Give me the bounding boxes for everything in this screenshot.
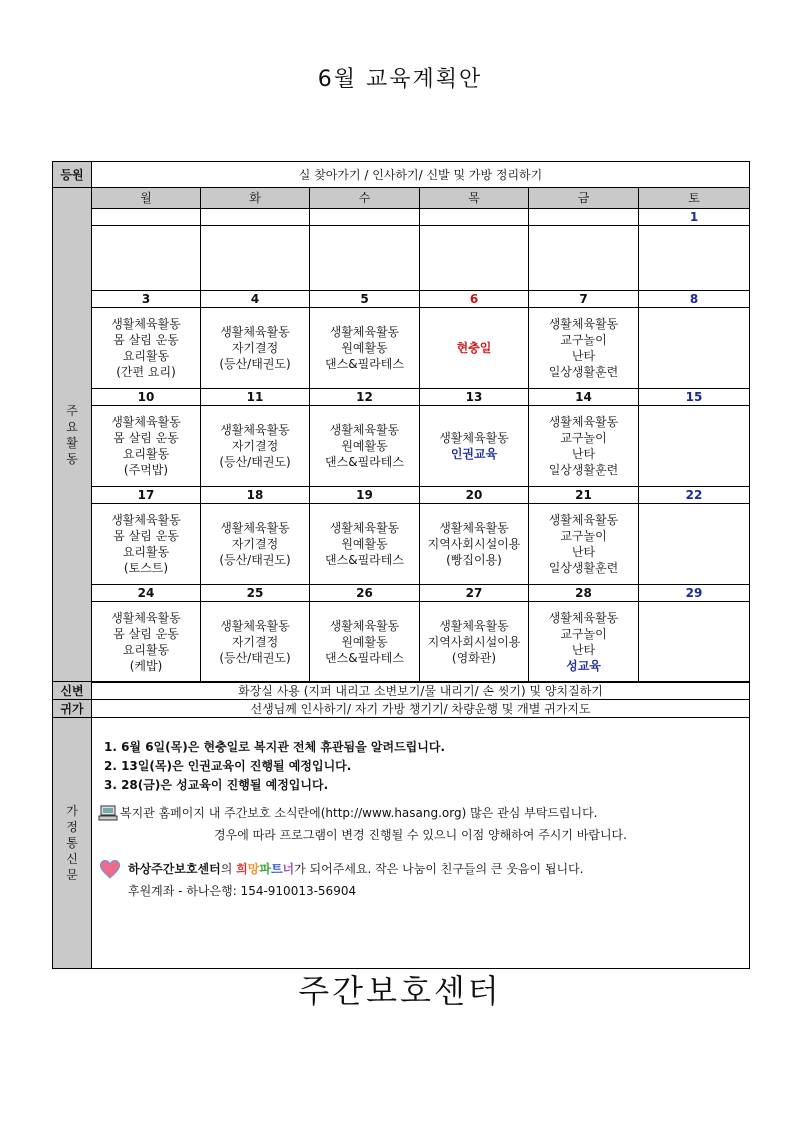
activity-cell xyxy=(92,308,201,389)
activity-line: 교구놀이 xyxy=(560,431,607,445)
activity-cell xyxy=(92,406,201,487)
activity-line: 난타 xyxy=(571,349,596,363)
activity-line: 생활체육활동 xyxy=(439,431,509,445)
activity-cell xyxy=(310,406,420,487)
activity-cell xyxy=(529,226,639,291)
side-char: 동 xyxy=(66,452,78,466)
activity-cell xyxy=(310,504,420,585)
activity-cell xyxy=(529,602,639,683)
activity-line: 생활체육활동 xyxy=(548,611,619,625)
date-cell: 13 xyxy=(420,389,529,406)
activity-line: (케밥) xyxy=(129,659,163,673)
date-cell: 15 xyxy=(639,389,750,406)
activity-line: 생활체육활동 xyxy=(220,521,290,535)
date-cell: 12 xyxy=(310,389,420,406)
side-char: 통 xyxy=(66,836,78,850)
day-header: 화 xyxy=(201,188,310,209)
activity-line: 댄스&필라테스 xyxy=(325,455,404,469)
date-cell: 7 xyxy=(529,291,639,308)
day-header: 월 xyxy=(92,188,201,209)
date-cell xyxy=(201,209,310,226)
activity-line: 난타 xyxy=(571,643,596,657)
education-plan-table xyxy=(52,161,750,683)
notice-list xyxy=(104,738,749,795)
date-cell: 5 xyxy=(310,291,420,308)
newsletter-body xyxy=(92,718,750,969)
activity-cell xyxy=(310,602,420,683)
activity-line: (등산/태권도) xyxy=(219,357,291,371)
day-header: 금 xyxy=(529,188,639,209)
date-cell: 11 xyxy=(201,389,310,406)
activity-line: (간편 요리) xyxy=(116,365,176,379)
activity-cell xyxy=(529,406,639,487)
activity-line: 요리활동 xyxy=(122,349,170,363)
activity-cell xyxy=(529,308,639,389)
activity-line: 자기결정 xyxy=(231,439,279,453)
hygiene-label: 신변 xyxy=(53,682,92,700)
activity-line: 교구놀이 xyxy=(560,529,607,543)
activity-cell xyxy=(201,406,310,487)
activity-cell xyxy=(92,226,201,291)
homepage-row xyxy=(98,805,749,821)
activity-cell xyxy=(639,308,750,389)
going-home-text: 선생님께 인사하기/ 자기 가방 챙기기/ 차량운행 및 개별 귀가지도 xyxy=(92,700,750,718)
activity-line: 자기결정 xyxy=(231,537,279,551)
activity-line: (등산/태권도) xyxy=(219,455,291,469)
partner-text: 가 되어주세요. 작은 나눔이 친구들의 큰 웃음이 됩니다. xyxy=(294,862,584,876)
hope-partner: 희망파트너 xyxy=(236,862,295,876)
date-cell: 21 xyxy=(529,487,639,504)
date-cell: 8 xyxy=(639,291,750,308)
activity-line: 댄스&필라테스 xyxy=(325,651,404,665)
side-char: 주 xyxy=(66,404,78,418)
date-cell: 18 xyxy=(201,487,310,504)
activity-line: 지역사회시설이용 xyxy=(427,635,521,649)
notice-item: 3. 28(금)은 성교육이 진행될 예정입니다. xyxy=(104,778,329,792)
partner-particle: 의 xyxy=(220,862,237,876)
activity-line: 교구놀이 xyxy=(560,333,607,347)
activity-cell xyxy=(639,406,750,487)
activity-cell xyxy=(529,504,639,585)
homepage-text: 복지관 홈페이지 내 주간보호 소식란에(http://www.hasang.org) 많은 관심 부탁드립니다. xyxy=(120,806,598,820)
activity-cell xyxy=(201,504,310,585)
activity-line: 생활체육활동 xyxy=(111,611,181,625)
date-cell: 20 xyxy=(420,487,529,504)
activity-line: 일상생활훈련 xyxy=(548,463,619,477)
activity-line: 생활체육활동 xyxy=(329,325,400,339)
lower-table xyxy=(52,681,750,969)
arrival-label: 등원 xyxy=(53,162,92,188)
activity-cell xyxy=(639,504,750,585)
activity-line: 생활체육활동 xyxy=(548,415,619,429)
side-char: 활 xyxy=(66,436,78,450)
activity-line: 생활체육활동 xyxy=(329,619,400,633)
heart-icon xyxy=(98,857,122,881)
activity-cell xyxy=(420,226,529,291)
activity-line: 원예활동 xyxy=(341,635,388,649)
date-cell: 27 xyxy=(420,585,529,602)
date-cell: 3 xyxy=(92,291,201,308)
activity-line: 댄스&필라테스 xyxy=(325,553,404,567)
date-cell: 10 xyxy=(92,389,201,406)
date-cell: 19 xyxy=(310,487,420,504)
activity-line: 요리활동 xyxy=(122,545,170,559)
going-home-label: 귀가 xyxy=(53,700,92,718)
date-cell: 14 xyxy=(529,389,639,406)
activity-line: (빵집이용) xyxy=(446,553,502,567)
activity-line: 생활체육활동 xyxy=(111,415,181,429)
activity-cell xyxy=(420,308,529,389)
side-char: 문 xyxy=(66,868,78,882)
activity-cell xyxy=(639,226,750,291)
date-cell xyxy=(310,209,420,226)
side-char: 요 xyxy=(66,420,78,434)
computer-icon xyxy=(98,805,118,821)
activity-line: 교구놀이 xyxy=(560,627,607,641)
page-title: 6월 교육계획안 xyxy=(317,67,483,92)
activity-cell xyxy=(92,602,201,683)
date-cell xyxy=(420,209,529,226)
activity-line: (등산/태권도) xyxy=(219,651,291,665)
activity-line: 생활체육활동 xyxy=(220,325,290,339)
day-header: 토 xyxy=(639,188,750,209)
activity-cell xyxy=(420,406,529,487)
side-char: 신 xyxy=(66,852,78,866)
notice-item: 2. 13일(목)은 인권교육이 진행될 예정입니다. xyxy=(104,759,352,773)
activity-cell xyxy=(420,602,529,683)
date-cell: 28 xyxy=(529,585,639,602)
date-cell: 17 xyxy=(92,487,201,504)
activity-cell xyxy=(639,602,750,683)
date-cell: 25 xyxy=(201,585,310,602)
activity-line: 원예활동 xyxy=(341,341,388,355)
donation-account: 후원계좌 - 하나은행: 154-910013-56904 xyxy=(128,884,357,898)
arrival-text: 실 찾아가기 / 인사하기/ 신발 및 가방 정리하기 xyxy=(92,162,750,188)
center-name-footer: 주간보호센터 xyxy=(298,972,502,1010)
date-cell xyxy=(92,209,201,226)
activity-line: 인권교육 xyxy=(450,447,498,461)
date-cell xyxy=(529,209,639,226)
hygiene-text: 화장실 사용 (지퍼 내리고 소변보기/물 내리기/ 손 씻기) 및 양치질하기 xyxy=(92,682,750,700)
activity-line: 생활체육활동 xyxy=(220,619,290,633)
activity-line: 지역사회시설이용 xyxy=(427,537,521,551)
activity-line: 생활체육활동 xyxy=(548,317,619,331)
activity-line: 생활체육활동 xyxy=(548,513,619,527)
activity-line: 생활체육활동 xyxy=(111,317,181,331)
day-header: 목 xyxy=(420,188,529,209)
activity-line: 몸 살림 운동 xyxy=(113,333,179,347)
day-header: 수 xyxy=(310,188,420,209)
activity-line: 몸 살림 운동 xyxy=(113,529,179,543)
activity-line: 댄스&필라테스 xyxy=(325,357,404,371)
side-char: 정 xyxy=(66,820,78,834)
notice-item: 1. 6월 6일(목)은 현충일로 복지관 전체 휴관됨을 알려드립니다. xyxy=(104,740,445,754)
activity-line: 현충일 xyxy=(456,341,492,355)
partner-row xyxy=(98,857,749,881)
activity-line: 자기결정 xyxy=(231,341,279,355)
activity-line: 요리활동 xyxy=(122,447,170,461)
activity-line: 몸 살림 운동 xyxy=(113,627,179,641)
side-char: 가 xyxy=(66,804,78,818)
date-cell: 4 xyxy=(201,291,310,308)
date-cell: 22 xyxy=(639,487,750,504)
newsletter-label xyxy=(53,718,92,969)
activity-line: 원예활동 xyxy=(341,439,388,453)
activity-cell xyxy=(201,226,310,291)
activity-line: 성교육 xyxy=(566,659,601,673)
date-cell: 29 xyxy=(639,585,750,602)
partner-center: 하상주간보호센터 xyxy=(128,862,221,876)
main-activity-label xyxy=(53,188,92,683)
activity-line: (주먹밥) xyxy=(123,463,169,477)
activity-line: 생활체육활동 xyxy=(220,423,290,437)
activity-cell xyxy=(310,226,420,291)
activity-line: 몸 살림 운동 xyxy=(113,431,179,445)
date-cell: 24 xyxy=(92,585,201,602)
activity-cell xyxy=(310,308,420,389)
change-notice: 경우에 따라 프로그램이 변경 진행될 수 있으니 이점 양해하여 주시기 바랍니다. xyxy=(214,828,627,842)
activity-line: 원예활동 xyxy=(341,537,388,551)
activity-line: (토스트) xyxy=(123,561,169,575)
activity-line: 일상생활훈련 xyxy=(548,561,619,575)
activity-line: 생활체육활동 xyxy=(329,423,400,437)
activity-line: 생활체육활동 xyxy=(111,513,181,527)
activity-cell xyxy=(420,504,529,585)
activity-line: (영화관) xyxy=(451,651,497,665)
activity-line: 요리활동 xyxy=(122,643,170,657)
activity-line: 난타 xyxy=(571,447,596,461)
activity-line: 생활체육활동 xyxy=(439,521,509,535)
activity-cell xyxy=(201,602,310,683)
activity-line: 난타 xyxy=(571,545,596,559)
activity-line: (등산/태권도) xyxy=(219,553,291,567)
date-cell: 6 xyxy=(420,291,529,308)
activity-line: 생활체육활동 xyxy=(439,619,509,633)
date-cell: 26 xyxy=(310,585,420,602)
activity-line: 자기결정 xyxy=(231,635,279,649)
activity-cell xyxy=(201,308,310,389)
date-cell: 1 xyxy=(639,209,750,226)
activity-cell xyxy=(92,504,201,585)
activity-line: 일상생활훈련 xyxy=(548,365,619,379)
activity-line: 생활체육활동 xyxy=(329,521,400,535)
